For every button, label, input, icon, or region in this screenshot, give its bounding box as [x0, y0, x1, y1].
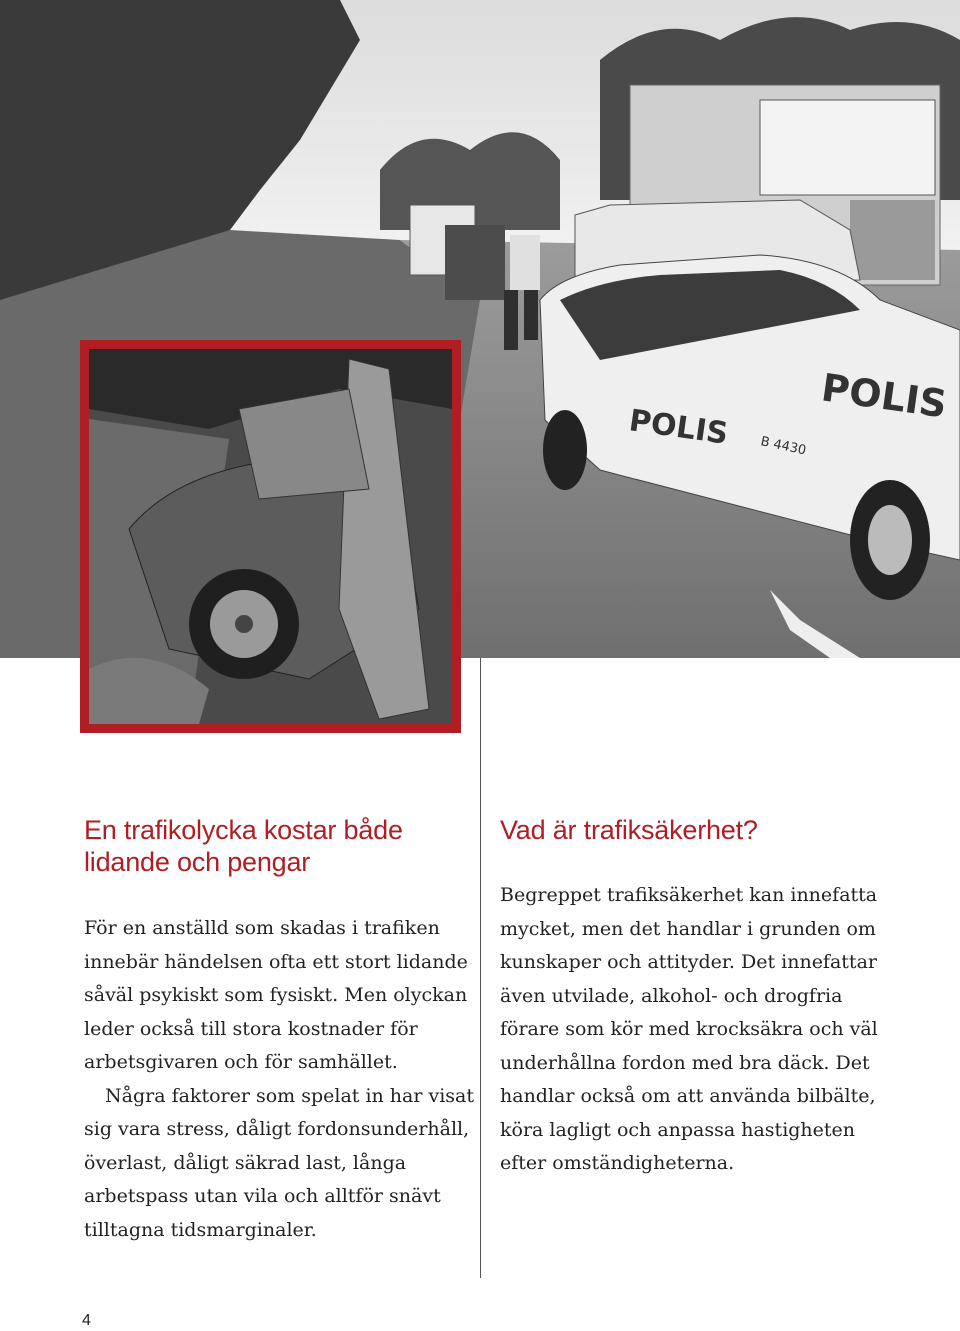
body-paragraph: Några faktorer som spelat in har visat sig vara stress, dåligt fordonsunderhåll, överlast, dåligt säkrad last, långa arbetspass utan vila och alltför snävt tilltagna tidsmarginaler.: [84, 1084, 475, 1241]
police-marking: POLIS: [626, 403, 731, 452]
body-paragraph: Begreppet trafiksäkerhet kan innefatta mycket, men det handlar i grunden om kunskaper och attityder. Det innefattar även utvilade, alkohol- och drogfria förare som kör med krocksäkra och väl underhållna fordon med bra däck. Det handlar också om att använda bilbälte, köra lagligt och anpassa hastigheten efter omständigheterna.: [500, 884, 878, 1174]
page-number: 4: [82, 1312, 91, 1329]
section-heading: En trafikolycka kostar både lidande och pengar: [84, 815, 403, 877]
crashed-car-inset-photo: [80, 340, 461, 733]
section-heading: Vad är trafiksäkerhet?: [500, 815, 758, 845]
police-marking: POLIS: [818, 365, 950, 427]
license-plate: B 4430: [759, 434, 808, 459]
crashed-car-illustration: [89, 349, 452, 724]
left-column: [84, 814, 476, 1247]
right-column: [500, 814, 900, 1181]
column-divider: [480, 658, 481, 1278]
body-paragraph: För en anställd som skadas i trafiken innebär händelsen ofta ett stort lidande såväl psykiskt som fysiskt. Men olyckan leder också till stora kostnader för arbetsgivaren och för samhället.: [84, 917, 468, 1073]
